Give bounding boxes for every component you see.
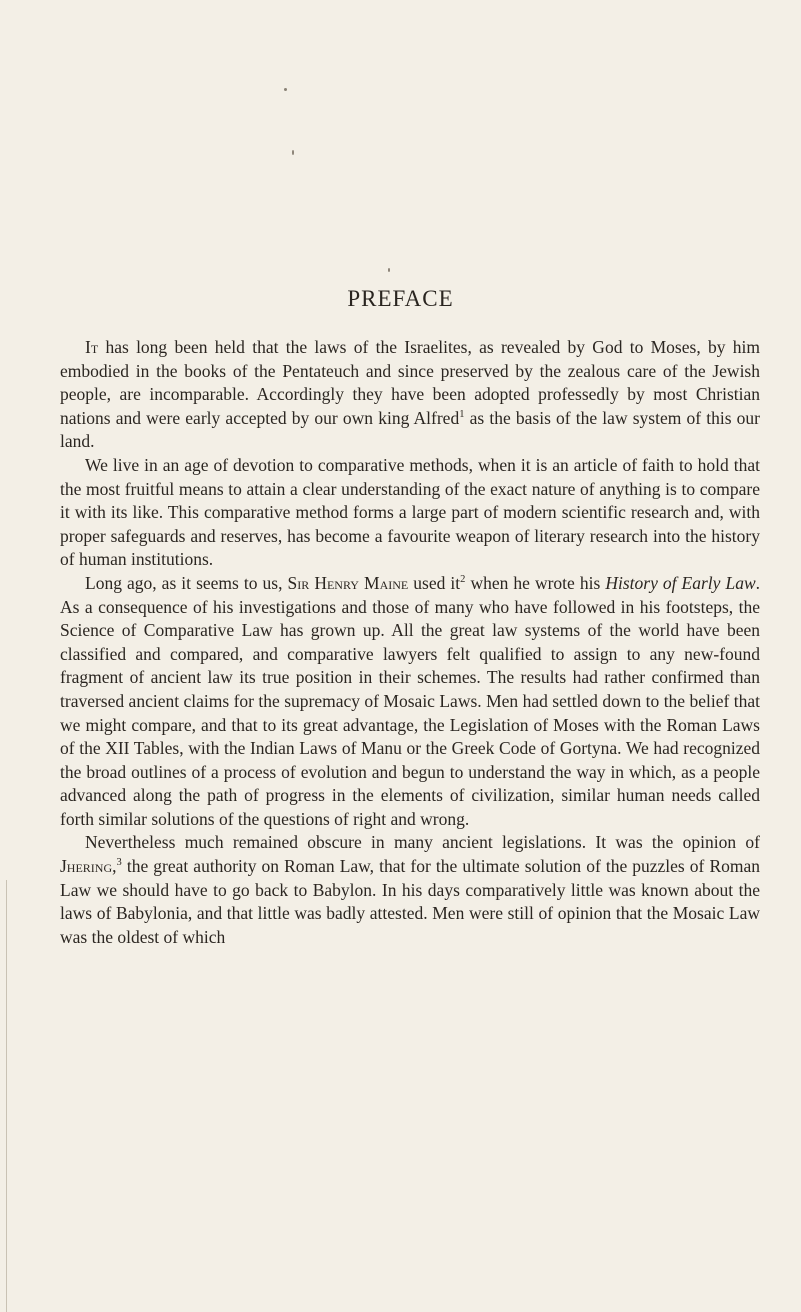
italic-title: History of Early Law [605, 572, 756, 593]
footnote-marker: 2 [460, 574, 466, 586]
preface-body [60, 336, 760, 949]
small-caps-text: Sir Henry Maine [287, 572, 409, 593]
page-gutter-edge [6, 880, 7, 1312]
paragraph [60, 454, 760, 572]
text-run: when he wrote his [465, 572, 606, 593]
text-run: the great authority on Roman Law, that for the ultimate solution of the puzzles of Roman Law we should have to go back to Babylon. In his days comparatively little was known about the laws of Babylonia, and that little was badly attested. Men were still of opinion that the Mosaic Law was the oldest of which [60, 856, 760, 947]
text-run: has long been held that the laws of the Israelites, as revealed by God to Moses, by him embodied in the books of the Pentateuch and since preserved by the zealous care of the Jewish people, are incomparable. Accordingly they have been adopted professedly by most Christian nations and were early accepted by our own king Alfred [60, 337, 760, 428]
small-caps-text: It [85, 337, 99, 357]
text-run: We live in an age of devotion to comparative methods, when it is an article of faith to hold that the most fruitful means to attain a clear understanding of the exact nature of anything is to compare it with its like. This comparative method forms a large part of modern scientific research and, with proper safeguards and reserves, has become a favourite weapon of literary research into the history of human institutions. [60, 454, 760, 570]
paragraph [60, 336, 760, 454]
footnote-marker: 3 [116, 857, 122, 869]
text-run: used it [408, 572, 461, 593]
text-run: . As a consequence of his investigations and those of many who have followed in his footsteps, the Science of Comparative Law has grown up. All the great law systems of the world have been classified and compared, and comparative lawyers felt qualified to assign to any new-found fragment of ancient law its true position in their schemes. The results had rather confirmed than traversed ancient claims for the supremacy of Mosaic Laws. Men had settled down to the belief that we might compare, and that to its great advantage, the Legislation of Moses with the Roman Laws of the XII Tables, with the Indian Laws of Manu or the Greek Code of Gortyna. We had recognized the broad outlines of a process of evolution and begun to understand the way in which, as a people advanced along the path of progress in the elements of civilization, similar human needs called forth similar solutions of the questions of right and wrong. [60, 572, 761, 829]
paper-speck [292, 150, 294, 155]
paragraph [60, 831, 760, 949]
text-run: Long ago, as it seems to us, [85, 572, 288, 593]
small-caps-text: Jhering [60, 856, 113, 877]
page-title: PREFACE [347, 286, 454, 311]
footnote-marker: 1 [459, 408, 465, 420]
paper-speck [388, 268, 390, 272]
text-run: , [112, 856, 117, 877]
paragraph [60, 572, 760, 832]
text-run: Nevertheless much remained obscure in many ancient legislations. It was the opinion of [85, 832, 760, 853]
text-run: as the basis of the law system of this our land. [60, 407, 761, 452]
paper-speck [284, 88, 287, 91]
